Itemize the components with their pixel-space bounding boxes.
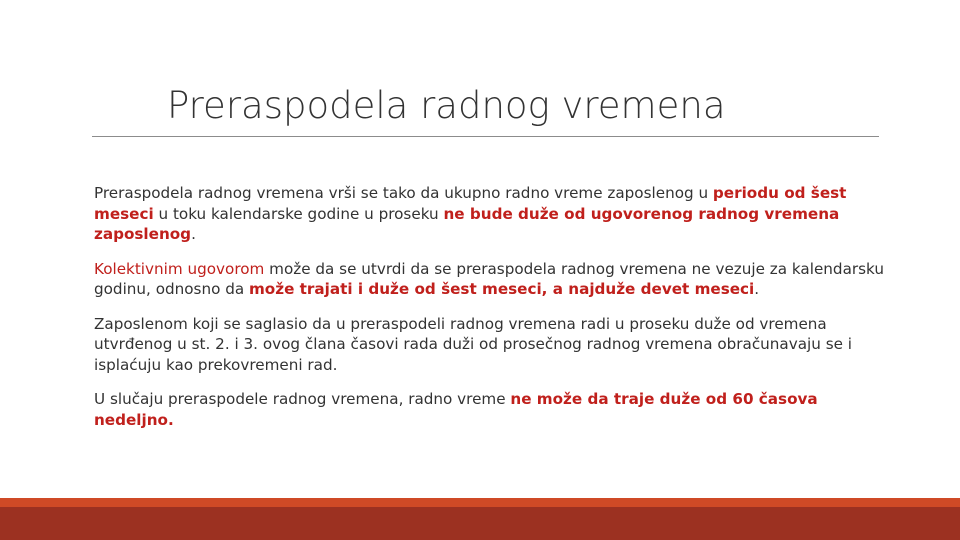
title-divider: [92, 136, 879, 137]
footer-bar-accent: [0, 498, 960, 507]
slide-title: Preraspodela radnog vremena: [167, 84, 726, 127]
highlighted-text: ne bude duže od ugovorenog radnog vremena zaposlenog: [94, 204, 840, 243]
highlighted-text: ne može da traje duže od 60 časova nedeljno.: [94, 390, 818, 429]
text-run: Preraspodela radnog vremena vrši se tako da ukupno radno vreme zaposlenog u: [94, 184, 713, 202]
highlighted-text: može trajati i duže od šest meseci, a najduže devet meseci: [248, 280, 755, 298]
text-run: U slučaju preraspodele radnog vremena, radno vreme: [94, 390, 511, 408]
text-run: može da se utvrdi da se preraspodela radnog vremena ne vezuje za kalendarsku godinu, odnosno da: [94, 259, 884, 298]
slide-body: [94, 183, 884, 444]
highlighted-text: Kolektivnim ugovorom: [94, 259, 265, 278]
paragraph-1: [94, 183, 884, 245]
paragraph-2: [94, 259, 884, 300]
text-run: .: [754, 280, 760, 298]
text-run: Zaposlenom koji se saglasio da u preraspodeli radnog vremena radi u proseku duže od vremena utvrđenog u st. 2. i 3. ovog člana časovi rada duži od prosečnog radnog vremena obračunavaju se i isplaćuju kao prekovremeni rad.: [94, 314, 853, 374]
text-run: u toku kalendarske godine u proseku: [153, 204, 444, 223]
paragraph-3: [94, 314, 884, 376]
text-run: .: [191, 225, 196, 243]
highlighted-text: periodu od šest meseci: [94, 184, 847, 223]
paragraph-4: [94, 389, 884, 430]
